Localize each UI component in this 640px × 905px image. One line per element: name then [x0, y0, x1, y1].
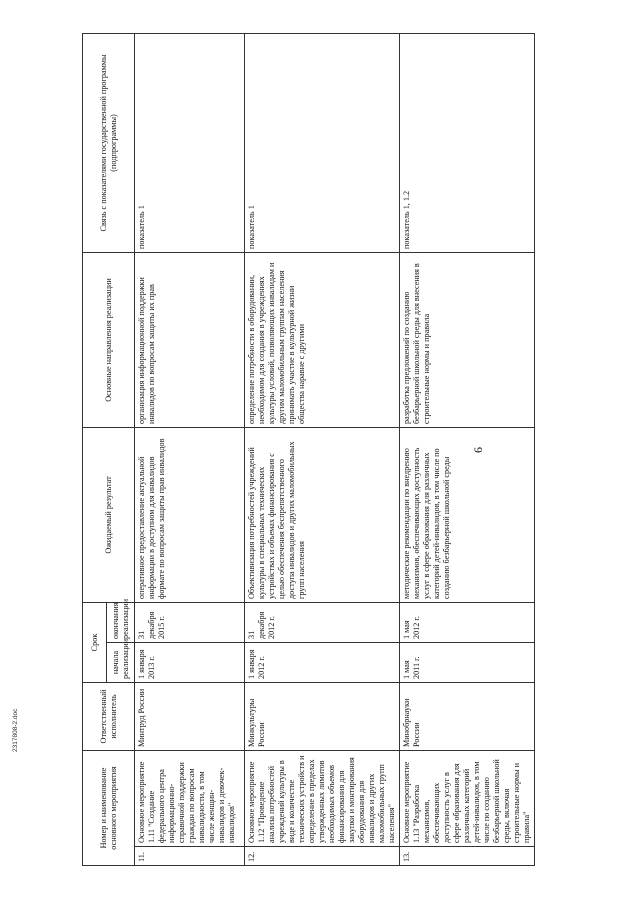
rotated-page: [82, 34, 531, 866]
table-row: [245, 33, 400, 865]
row-name: Основное мероприятие 1.12 "Проведение анализа потребностей учреждений культуры в виде и количестве технических устройств и определение в пределах утвержденных лимитов необходимых объемов финансирования для закупки и монтирования оборудования для инвалидов и других маломобильных групп населения": [245, 751, 400, 847]
row-name: Основное мероприятие 1.13 "Разработка механизмов, обеспечивающих доступность услуг в сфере образования для различных категорий детей-инвалидов, в том числе по созданию безбарьерной школьной среды, включая строительные нормы и правила": [400, 751, 535, 847]
header-start: начала реализации: [107, 643, 135, 683]
row-link: показатель 1: [245, 33, 400, 252]
header-term: Срок: [83, 602, 107, 682]
row-start: 1 января 2012 г.: [245, 643, 400, 683]
row-directions: организация информационной поддержки инвалидов по вопросам защиты их прав: [135, 252, 245, 427]
row-end: 31 декабря 2012 г.: [245, 602, 400, 642]
row-result: Объективизация потребностей учреждений культуры в специальных технических устройствах и объемах финансирования с целью обеспечения беспрепятственного доступа инвалидов и других маломобильных групп населения: [245, 427, 400, 602]
program-table: [82, 33, 535, 866]
table-row: [400, 33, 535, 865]
header-end: окончания реализации: [107, 602, 135, 642]
row-executor: Минтруд России: [135, 683, 245, 751]
row-number: 11.: [135, 847, 245, 866]
row-directions: разработка предложений по созданию безбарьерной школьной среды для внесения в строительные нормы и правила: [400, 252, 535, 427]
row-result: методические рекомендации по внедрению механизмов, обеспечивающих доступность услуг в сфере образования для различных категорий детей-инвалидов, в том числе по созданию безбарьерной школьной среды: [400, 427, 535, 602]
row-result: оперативное предоставление актуальной информации в доступном для инвалидов формате по вопросам защиты прав инвалидов: [135, 427, 245, 602]
row-end: 31 декабря 2015 г.: [135, 602, 245, 642]
row-executor: Минобрнауки России: [400, 683, 535, 751]
header-result: Ожидаемый результат: [83, 427, 135, 602]
row-start: 1 мая 2011 г.: [400, 643, 535, 683]
row-executor: Минкультуры России: [245, 683, 400, 751]
header-name: Номер и наименование основного мероприятия: [83, 751, 135, 866]
page-number: 6: [471, 447, 485, 453]
row-number: 12.: [245, 847, 400, 866]
header-link: Связь с показателями государственной программы (подпрограммы): [83, 33, 135, 252]
row-name: Основное мероприятие 1.11 "Создание федерального центра информационно-справочной поддержки граждан по вопросам инвалидности, в том числе женщин-инвалидов и девочек-инвалидов": [135, 751, 245, 847]
row-start: 1 января 2013 г.: [135, 643, 245, 683]
footer-code: [12, 708, 92, 766]
header-executor: Ответственный исполнитель: [83, 683, 135, 751]
header-directions: Основные направления реализации: [83, 252, 135, 427]
table-row: [135, 33, 245, 865]
row-link: показатель 1, 1.2: [400, 33, 535, 252]
row-number: 13.: [400, 847, 535, 866]
row-link: показатель 1: [135, 33, 245, 252]
row-end: 1 мая 2012 г.: [400, 602, 535, 642]
row-directions: определение потребности в оборудовании, необходимом для создания в учреждениях культуры условий, позволяющих инвалидам и другим маломобильным группам населения принимать участие в культурной жизни общества наравне с другими: [245, 252, 400, 427]
footer-code-text: 2317808-2.doc: [12, 708, 19, 752]
